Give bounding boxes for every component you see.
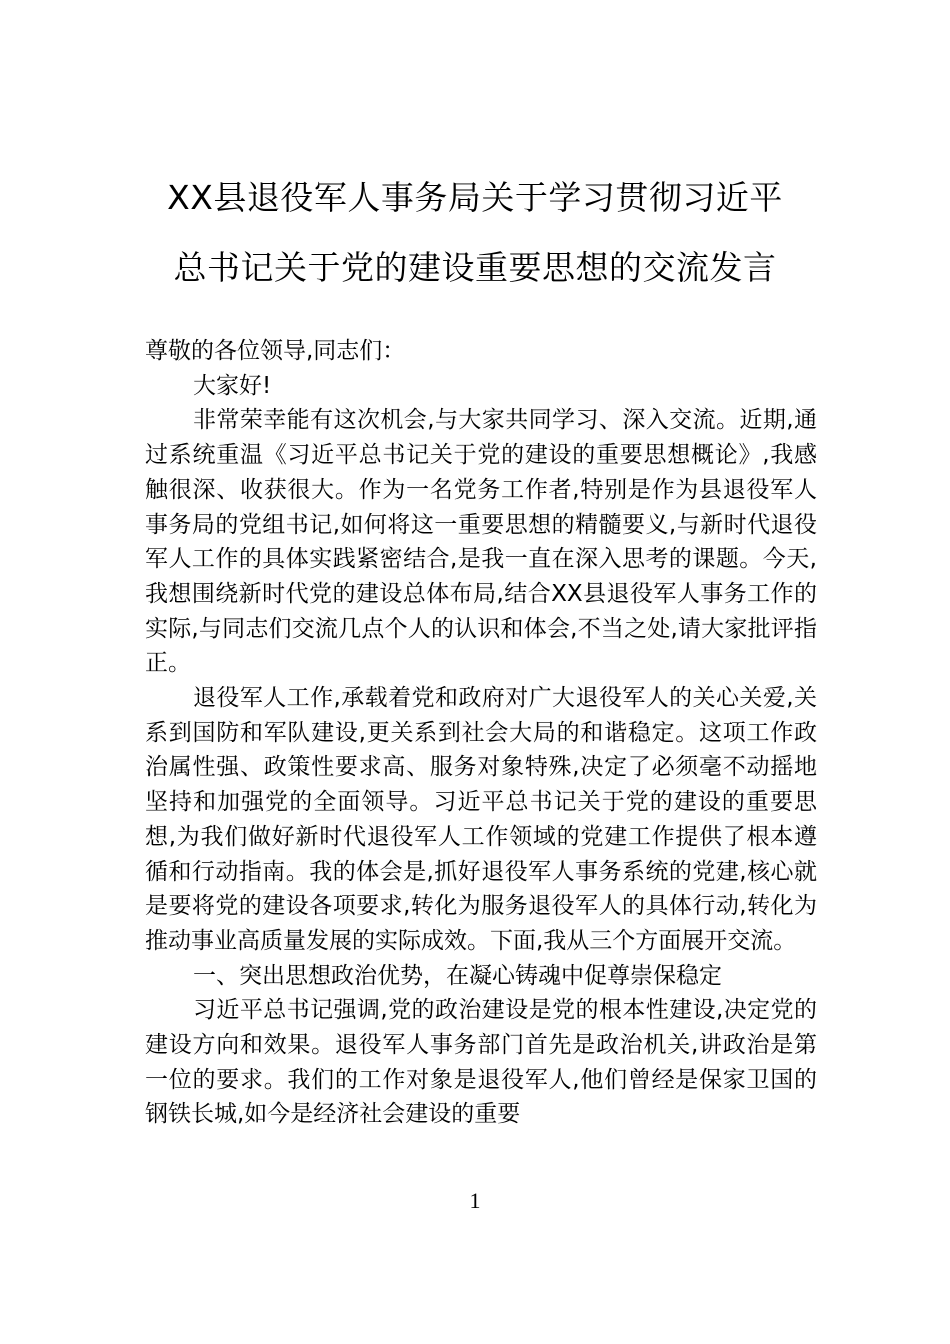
document-title-line-1: XX县退役军人事务局关于学习贯彻习近平 <box>167 178 783 217</box>
paragraph-veteran-work: 退役军人工作,承载着党和政府对广大退役军人的关心关爱,关系到国防和军队建设,更关系到社会大局的和谐稳定。这项工作政治属性强、政策性要求高、服务对象特殊,决定了必须毫不动摇地坚持和加强党的全面领导。习近平总书记关于党的建设的重要思想,为我们做好新时代退役军人工作领域的党建工作提供了根本遵循和行动指南。我的体会是,抓好退役军人事务系统的党建,核心就是要将党的建设各项要求,转化为服务退役军人的具体行动,转化为推动事业高质量发展的实际成效。下面,我从三个方面展开交流。 <box>145 685 817 954</box>
paragraph-intro: 非常荣幸能有这次机会,与大家共同学习、深入交流。近期,通过系统重温《习近平总书记关于党的建设的重要思想概论》,我感触很深、收获很大。作为一名党务工作者,特别是作为县退役军人事务局的党组书记,如何将这一重要思想的精髓要义,与新时代退役军人工作的具体实践紧密结合,是我一直在深入思考的课题。今天,我想围绕新时代党的建设总体布局,结合XX县退役军人事务工作的实际,与同志们交流几点个人的认识和体会,不当之处,请大家批评指正。 <box>145 407 817 677</box>
paragraph-political-building: 习近平总书记强调,党的政治建设是党的根本性建设,决定党的建设方向和效果。退役军人事务部门首先是政治机关,讲政治是第一位的要求。我们的工作对象是退役军人,他们曾经是保家卫国的钢铁长城,如今是经济社会建设的重要 <box>145 997 817 1128</box>
greeting: 大家好! <box>193 372 272 399</box>
document-title-line-2: 总书记关于党的建设重要思想的交流发言 <box>173 248 777 287</box>
salutation: 尊敬的各位领导,同志们： <box>145 338 406 364</box>
page-number: 1 <box>469 1188 481 1213</box>
section-heading-1: 一、突出思想政治优势，在凝心铸魂中促尊崇保稳定 <box>193 962 722 989</box>
document-body <box>145 334 817 1132</box>
